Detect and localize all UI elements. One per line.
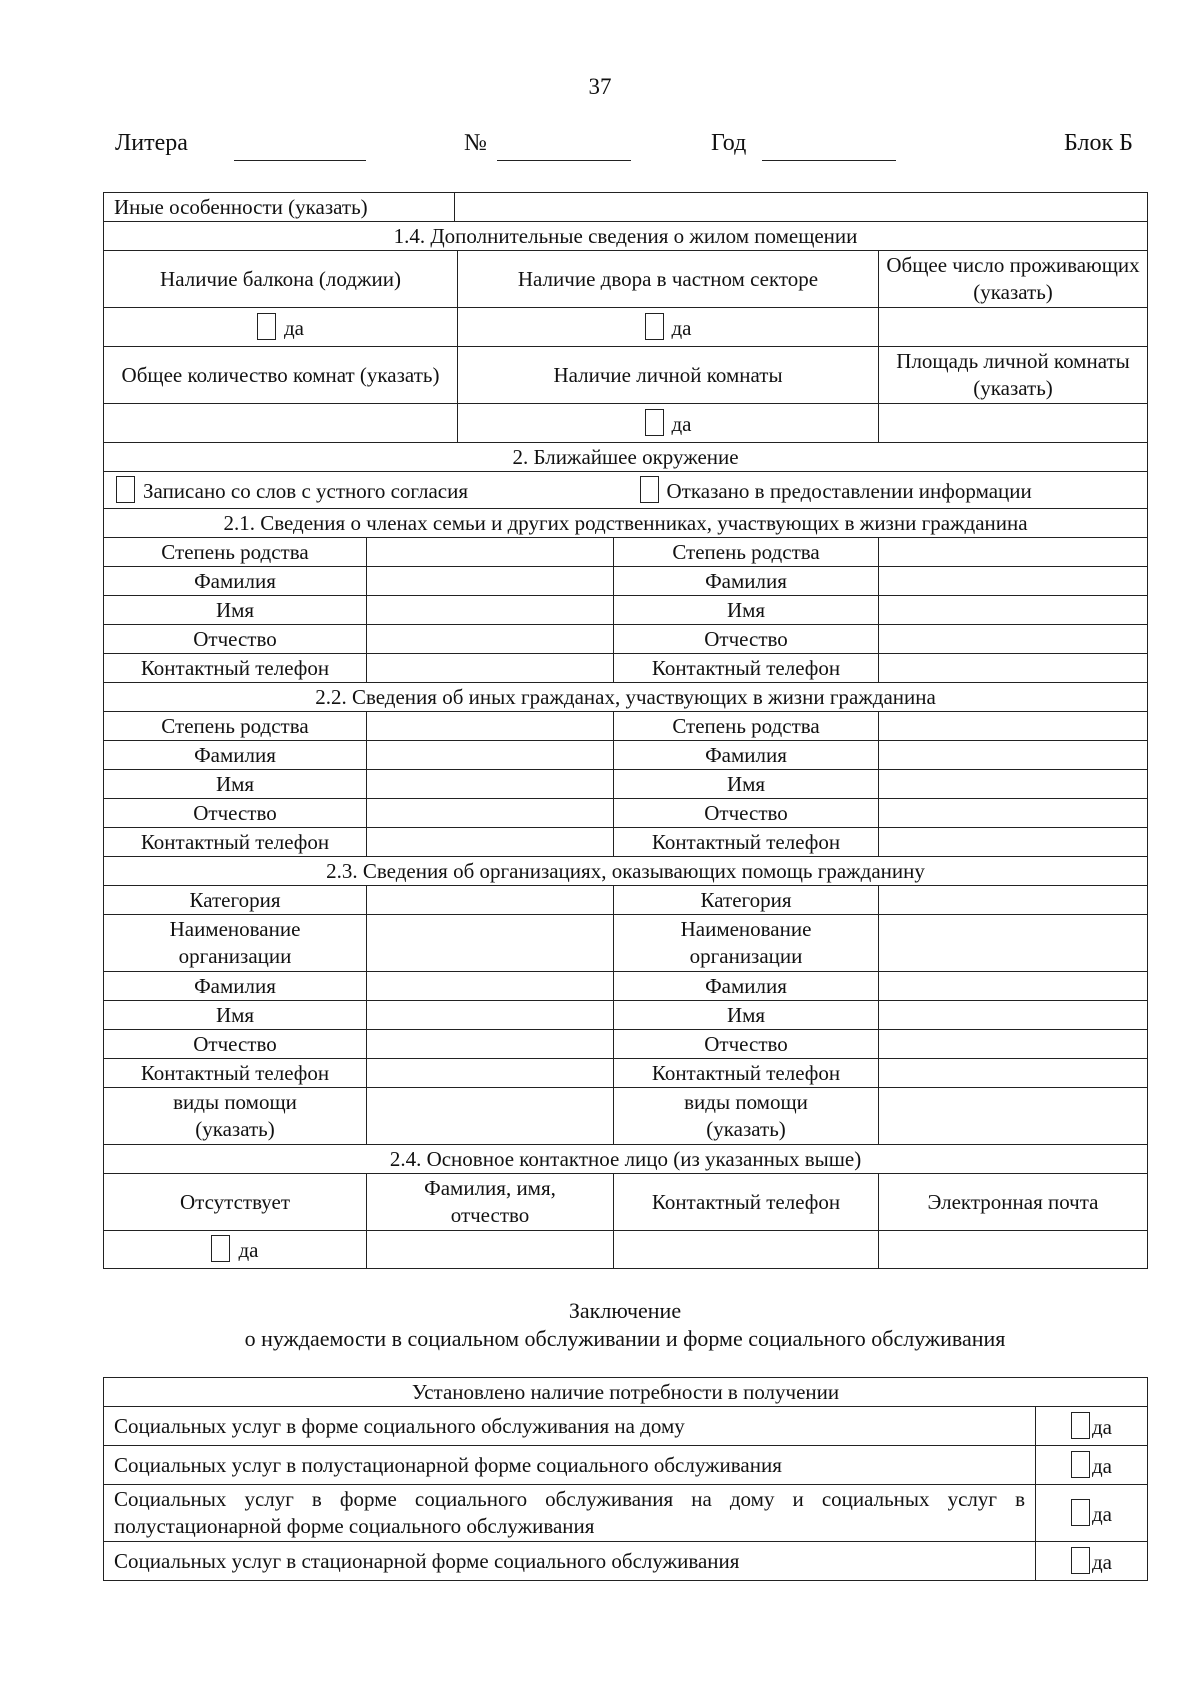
kinship-label: Степень родства bbox=[104, 538, 367, 567]
phone-value-2[interactable] bbox=[879, 1059, 1148, 1088]
yes-label: да bbox=[671, 411, 692, 436]
patronymic-label: Отчество bbox=[104, 1030, 367, 1059]
patronymic-label: Отчество bbox=[614, 625, 879, 654]
number-field[interactable] bbox=[497, 160, 631, 161]
surname-label: Фамилия bbox=[104, 972, 367, 1001]
personal-room-area-label: Площадь личной комнаты (указать) bbox=[879, 347, 1148, 404]
personal-room-yes-cell bbox=[458, 404, 879, 443]
recorded-label: Записано со слов с устного согласия bbox=[143, 478, 468, 503]
balcony-checkbox[interactable] bbox=[257, 313, 276, 340]
service-home-and-semistationary-label: Социальных услуг в форме социального обслуживания на дому и социальных услуг в полустационарной форме социального обслуживания bbox=[104, 1485, 1036, 1542]
year-label: Год bbox=[711, 130, 747, 156]
section-2-1-title: 2.1. Сведения о членах семьи и других родственниках, участвующих в жизни гражданина bbox=[104, 509, 1148, 538]
personal-room-label: Наличие личной комнаты bbox=[458, 347, 879, 404]
service-semistationary-checkbox[interactable] bbox=[1071, 1451, 1090, 1478]
residents-label: Общее число проживающих (указать) bbox=[879, 251, 1148, 308]
refused-label: Отказано в предоставлении информации bbox=[666, 478, 1032, 503]
yes-label: да bbox=[284, 315, 305, 340]
patronymic-label: Отчество bbox=[104, 799, 367, 828]
category-label: Категория bbox=[104, 886, 367, 915]
phone-label: Контактный телефон bbox=[614, 1059, 879, 1088]
email-value[interactable] bbox=[879, 1231, 1148, 1269]
phone-value-2[interactable] bbox=[879, 828, 1148, 857]
section-2-2-title: 2.2. Сведения об иных гражданах, участвующих в жизни гражданина bbox=[104, 683, 1148, 712]
help-types-value-2[interactable] bbox=[879, 1088, 1148, 1145]
phone-label: Контактный телефон bbox=[104, 828, 367, 857]
recorded-cell bbox=[104, 472, 614, 509]
contact-phone-label: Контактный телефон bbox=[614, 1174, 879, 1231]
name-value-2[interactable] bbox=[879, 1001, 1148, 1030]
org-name-value-2[interactable] bbox=[879, 915, 1148, 972]
patronymic-label: Отчество bbox=[104, 625, 367, 654]
patronymic-value-1[interactable] bbox=[367, 799, 614, 828]
service-home-checkbox[interactable] bbox=[1071, 1412, 1090, 1439]
kinship-value-1[interactable] bbox=[367, 538, 614, 567]
litera-label: Литера bbox=[115, 130, 188, 156]
surname-value-1[interactable] bbox=[367, 741, 614, 770]
conclusion-table-header: Установлено наличие потребности в получении bbox=[104, 1378, 1148, 1407]
form-header bbox=[0, 130, 1200, 170]
rooms-value[interactable] bbox=[104, 404, 458, 443]
name-value-2[interactable] bbox=[879, 770, 1148, 799]
fio-label: Фамилия, имя, отчество bbox=[367, 1174, 614, 1231]
category-value-2[interactable] bbox=[879, 886, 1148, 915]
page-number: 37 bbox=[588, 74, 612, 99]
phone-label: Контактный телефон bbox=[104, 654, 367, 683]
kinship-value-2[interactable] bbox=[879, 712, 1148, 741]
yes-label: да bbox=[1091, 1414, 1112, 1439]
phone-value-1[interactable] bbox=[367, 1059, 614, 1088]
kinship-value-1[interactable] bbox=[367, 712, 614, 741]
number-label: № bbox=[464, 130, 487, 156]
litera-field[interactable] bbox=[234, 160, 366, 161]
phone-label: Контактный телефон bbox=[614, 654, 879, 683]
surname-label: Фамилия bbox=[614, 972, 879, 1001]
yes-label: да bbox=[1091, 1549, 1112, 1574]
yes-label: да bbox=[671, 315, 692, 340]
table-row bbox=[104, 1446, 1148, 1485]
table-row bbox=[104, 1407, 1148, 1446]
name-value-1[interactable] bbox=[367, 596, 614, 625]
contact-phone-value[interactable] bbox=[614, 1231, 879, 1269]
name-value-1[interactable] bbox=[367, 770, 614, 799]
name-label: Имя bbox=[104, 1001, 367, 1030]
patronymic-label: Отчество bbox=[614, 799, 879, 828]
name-label: Имя bbox=[614, 770, 879, 799]
conclusion-table bbox=[103, 1377, 1148, 1581]
surname-label: Фамилия bbox=[104, 567, 367, 596]
phone-value-2[interactable] bbox=[879, 654, 1148, 683]
phone-value-1[interactable] bbox=[367, 828, 614, 857]
kinship-label: Степень родства bbox=[614, 538, 879, 567]
surname-label: Фамилия bbox=[614, 741, 879, 770]
balcony-label: Наличие балкона (лоджии) bbox=[104, 251, 458, 308]
kinship-value-2[interactable] bbox=[879, 538, 1148, 567]
balcony-yes-cell bbox=[104, 308, 458, 347]
org-name-value-1[interactable] bbox=[367, 915, 614, 972]
personal-room-area-value[interactable] bbox=[879, 404, 1148, 443]
category-value-1[interactable] bbox=[367, 886, 614, 915]
surname-value-1[interactable] bbox=[367, 567, 614, 596]
service-semistationary-yes-cell bbox=[1036, 1446, 1148, 1485]
yes-label: да bbox=[1091, 1501, 1112, 1526]
surname-value-2[interactable] bbox=[879, 741, 1148, 770]
phone-label: Контактный телефон bbox=[104, 1059, 367, 1088]
absent-label: Отсутствует bbox=[104, 1174, 367, 1231]
block-label: Блок Б bbox=[1064, 130, 1133, 156]
help-types-value-1[interactable] bbox=[367, 1088, 614, 1145]
absent-checkbox[interactable] bbox=[211, 1235, 230, 1262]
yes-label: да bbox=[238, 1238, 259, 1262]
phone-value-1[interactable] bbox=[367, 654, 614, 683]
org-name-label: Наименование организации bbox=[104, 915, 367, 972]
kinship-label: Степень родства bbox=[104, 712, 367, 741]
email-label: Электронная почта bbox=[879, 1174, 1148, 1231]
patronymic-label: Отчество bbox=[614, 1030, 879, 1059]
name-label: Имя bbox=[104, 596, 367, 625]
patronymic-value-1[interactable] bbox=[367, 625, 614, 654]
yes-label: да bbox=[1091, 1453, 1112, 1478]
section-2-4-title: 2.4. Основное контактное лицо (из указанных выше) bbox=[104, 1145, 1148, 1174]
surname-label: Фамилия bbox=[614, 567, 879, 596]
conclusion-subtitle: о нуждаемости в социальном обслуживании и форме социального обслуживания bbox=[244, 1326, 1006, 1351]
service-home-label: Социальных услуг в форме социального обслуживания на дому bbox=[104, 1407, 1036, 1446]
fio-value[interactable] bbox=[367, 1231, 614, 1269]
surname-value-2[interactable] bbox=[879, 567, 1148, 596]
section-2-3-title: 2.3. Сведения об организациях, оказывающих помощь гражданину bbox=[104, 857, 1148, 886]
main-form-table bbox=[103, 192, 1148, 1269]
personal-room-checkbox[interactable] bbox=[645, 409, 664, 436]
help-types-label: виды помощи (указать) bbox=[614, 1088, 879, 1145]
table-row bbox=[104, 1485, 1148, 1542]
refused-cell bbox=[614, 472, 1148, 509]
patronymic-value-2[interactable] bbox=[879, 1030, 1148, 1059]
surname-value-2[interactable] bbox=[879, 972, 1148, 1001]
service-home-yes-cell bbox=[1036, 1407, 1148, 1446]
service-stationary-label: Социальных услуг в стационарной форме социального обслуживания bbox=[104, 1542, 1036, 1581]
year-field[interactable] bbox=[762, 160, 896, 161]
surname-label: Фамилия bbox=[104, 741, 367, 770]
conclusion-title: Заключение bbox=[568, 1298, 682, 1323]
name-label: Имя bbox=[614, 1001, 879, 1030]
service-stationary-yes-cell bbox=[1036, 1542, 1148, 1581]
name-label: Имя bbox=[104, 770, 367, 799]
kinship-label: Степень родства bbox=[614, 712, 879, 741]
section-1-4-title: 1.4. Дополнительные сведения о жилом помещении bbox=[104, 222, 1148, 251]
section-2-title: 2. Ближайшее окружение bbox=[104, 443, 1148, 472]
help-types-label: виды помощи (указать) bbox=[104, 1088, 367, 1145]
patronymic-value-2[interactable] bbox=[879, 625, 1148, 654]
service-home-and-semistationary-yes-cell bbox=[1036, 1485, 1148, 1542]
other-features-value[interactable] bbox=[455, 193, 1148, 222]
phone-label: Контактный телефон bbox=[614, 828, 879, 857]
category-label: Категория bbox=[614, 886, 879, 915]
residents-value[interactable] bbox=[879, 308, 1148, 347]
recorded-checkbox[interactable] bbox=[116, 476, 135, 503]
other-features-label: Иные особенности (указать) bbox=[104, 193, 455, 222]
patronymic-value-2[interactable] bbox=[879, 799, 1148, 828]
service-semistationary-label: Социальных услуг в полустационарной форме социального обслуживания bbox=[104, 1446, 1036, 1485]
name-value-2[interactable] bbox=[879, 596, 1148, 625]
other-features-row bbox=[104, 193, 1148, 222]
refused-checkbox[interactable] bbox=[640, 476, 659, 503]
surname-value-1[interactable] bbox=[367, 972, 614, 1001]
org-name-label: Наименование организации bbox=[614, 915, 879, 972]
name-label: Имя bbox=[614, 596, 879, 625]
yard-yes-cell bbox=[458, 308, 879, 347]
patronymic-value-1[interactable] bbox=[367, 1030, 614, 1059]
table-row bbox=[104, 1542, 1148, 1581]
yard-checkbox[interactable] bbox=[645, 313, 664, 340]
rooms-label: Общее количество комнат (указать) bbox=[104, 347, 458, 404]
yard-label: Наличие двора в частном секторе bbox=[458, 251, 879, 308]
service-stationary-checkbox[interactable] bbox=[1071, 1547, 1090, 1574]
name-value-1[interactable] bbox=[367, 1001, 614, 1030]
absent-yes-cell bbox=[104, 1231, 367, 1269]
service-home-and-semistationary-checkbox[interactable] bbox=[1071, 1499, 1090, 1526]
